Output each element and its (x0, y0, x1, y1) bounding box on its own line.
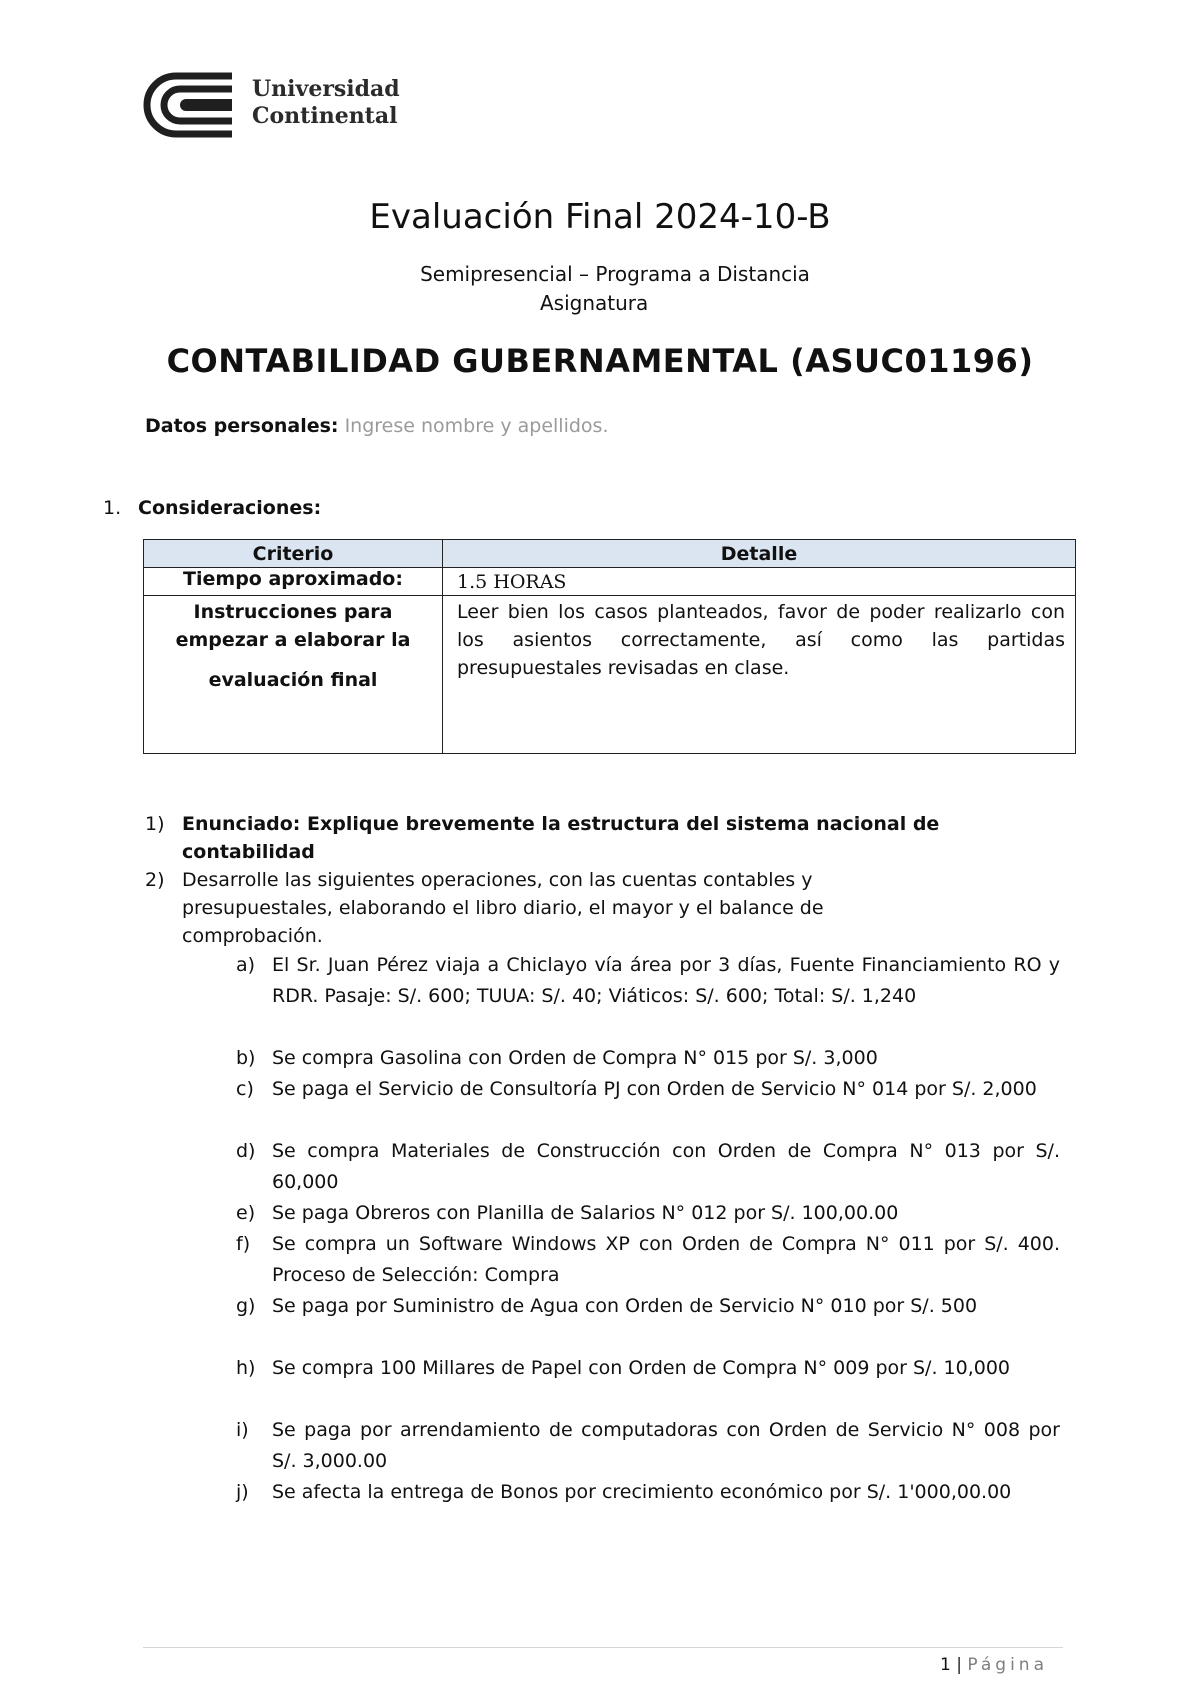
university-logo (142, 70, 402, 140)
logo-text-line2: Continental (252, 103, 398, 129)
continental-logo-icon (142, 70, 238, 140)
instructions-label (144, 596, 443, 754)
item-text: Se paga Obreros con Planilla de Salarios N° 012 por S/. 100,00.00 (272, 1202, 899, 1224)
document-subtitle: Semipresencial – Programa a Distancia (420, 262, 810, 286)
item-text: Se compra Gasolina con Orden de Compra N° 015 por S/. 3,000 (272, 1047, 878, 1069)
section-title: Consideraciones: (138, 497, 322, 519)
item-letter: h) (236, 1357, 256, 1379)
page-footer (940, 1655, 1048, 1675)
instructions-label-line1: Instrucciones para (193, 601, 393, 623)
table-row (144, 596, 1076, 754)
table-header-criterio: Criterio (144, 540, 443, 568)
item-text: Se paga por arrendamiento de computadoras con Orden de Servicio N° 008 por S/. 3,000.00 (272, 1419, 1060, 1472)
item-text: Se compra un Software Windows XP con Orden de Compra N° 011 por S/. 400. Proceso de Selección: Compra (272, 1233, 1060, 1286)
footer-separator: | (956, 1655, 962, 1675)
personal-data-label: Datos personales: (145, 415, 339, 437)
time-value: 1.5 HORAS (443, 568, 1076, 596)
instructions-label-line2: empezar a elaborar la (175, 629, 411, 651)
item-letter: e) (236, 1202, 256, 1224)
item-text: El Sr. Juan Pérez viaja a Chiclayo vía área por 3 días, Fuente Financiamiento RO y RDR. Pasaje: S/. 600; TUUA: S/. 40; Viáticos: S/. 600; Total: S/. 1,240 (272, 954, 1060, 1007)
question-number: 2) (145, 869, 165, 891)
page-number: 1 (940, 1655, 951, 1675)
question-text-line2: contabilidad (182, 841, 315, 863)
name-input-placeholder[interactable]: Ingrese nombre y apellidos. (344, 415, 609, 437)
table-header-row (144, 540, 1076, 568)
item-text: Se paga por Suministro de Agua con Orden de Servicio N° 010 por S/. 500 (272, 1295, 978, 1317)
question-number: 1) (145, 813, 165, 835)
document-title: Evaluación Final 2024-10-B (369, 197, 831, 237)
item-letter: a) (236, 954, 256, 976)
question-text-line2: presupuestales, elaborando el libro diario, el mayor y el balance de (182, 897, 824, 919)
item-letter: f) (236, 1233, 251, 1255)
table-header-detalle: Detalle (443, 540, 1076, 568)
logo-text-line1: Universidad (252, 76, 400, 102)
table-row (144, 568, 1076, 596)
question-text-line1: Enunciado: Explique brevemente la estructura del sistema nacional de (182, 813, 940, 835)
course-title: CONTABILIDAD GUBERNAMENTAL (ASUC01196) (166, 342, 1034, 380)
item-letter: i) (236, 1419, 249, 1441)
section-number: 1. (103, 497, 122, 519)
item-text: Se compra Materiales de Construcción con Orden de Compra N° 013 por S/. 60,000 (272, 1140, 1060, 1193)
footer-divider (143, 1647, 1063, 1648)
item-text: Se afecta la entrega de Bonos por crecimiento económico por S/. 1'000,00.00 (272, 1481, 1012, 1503)
instructions-label-line3: evaluación final (208, 669, 378, 691)
item-letter: g) (236, 1295, 256, 1317)
instructions-value: Leer bien los casos planteados, favor de poder realizarlo con los asientos correctamente, así como las partidas presupuestales revisadas en clase. (443, 596, 1076, 754)
subject-label: Asignatura (540, 291, 649, 315)
item-letter: j) (236, 1481, 249, 1503)
time-label: Tiempo aproximado: (144, 568, 443, 596)
question-text-line1: Desarrolle las siguientes operaciones, con las cuentas contables y (182, 869, 813, 891)
item-letter: b) (236, 1047, 256, 1069)
page-label: Página (967, 1655, 1048, 1675)
criteria-table (143, 539, 1076, 754)
question-text-line3: comprobación. (182, 925, 323, 947)
item-text: Se compra 100 Millares de Papel con Orden de Compra N° 009 por S/. 10,000 (272, 1357, 1011, 1379)
personal-data (145, 415, 609, 437)
item-text: Se paga el Servicio de Consultoría PJ con Orden de Servicio N° 014 por S/. 2,000 (272, 1078, 1037, 1100)
section-heading (103, 497, 321, 519)
item-letter: d) (236, 1140, 256, 1162)
item-letter: c) (236, 1078, 254, 1100)
